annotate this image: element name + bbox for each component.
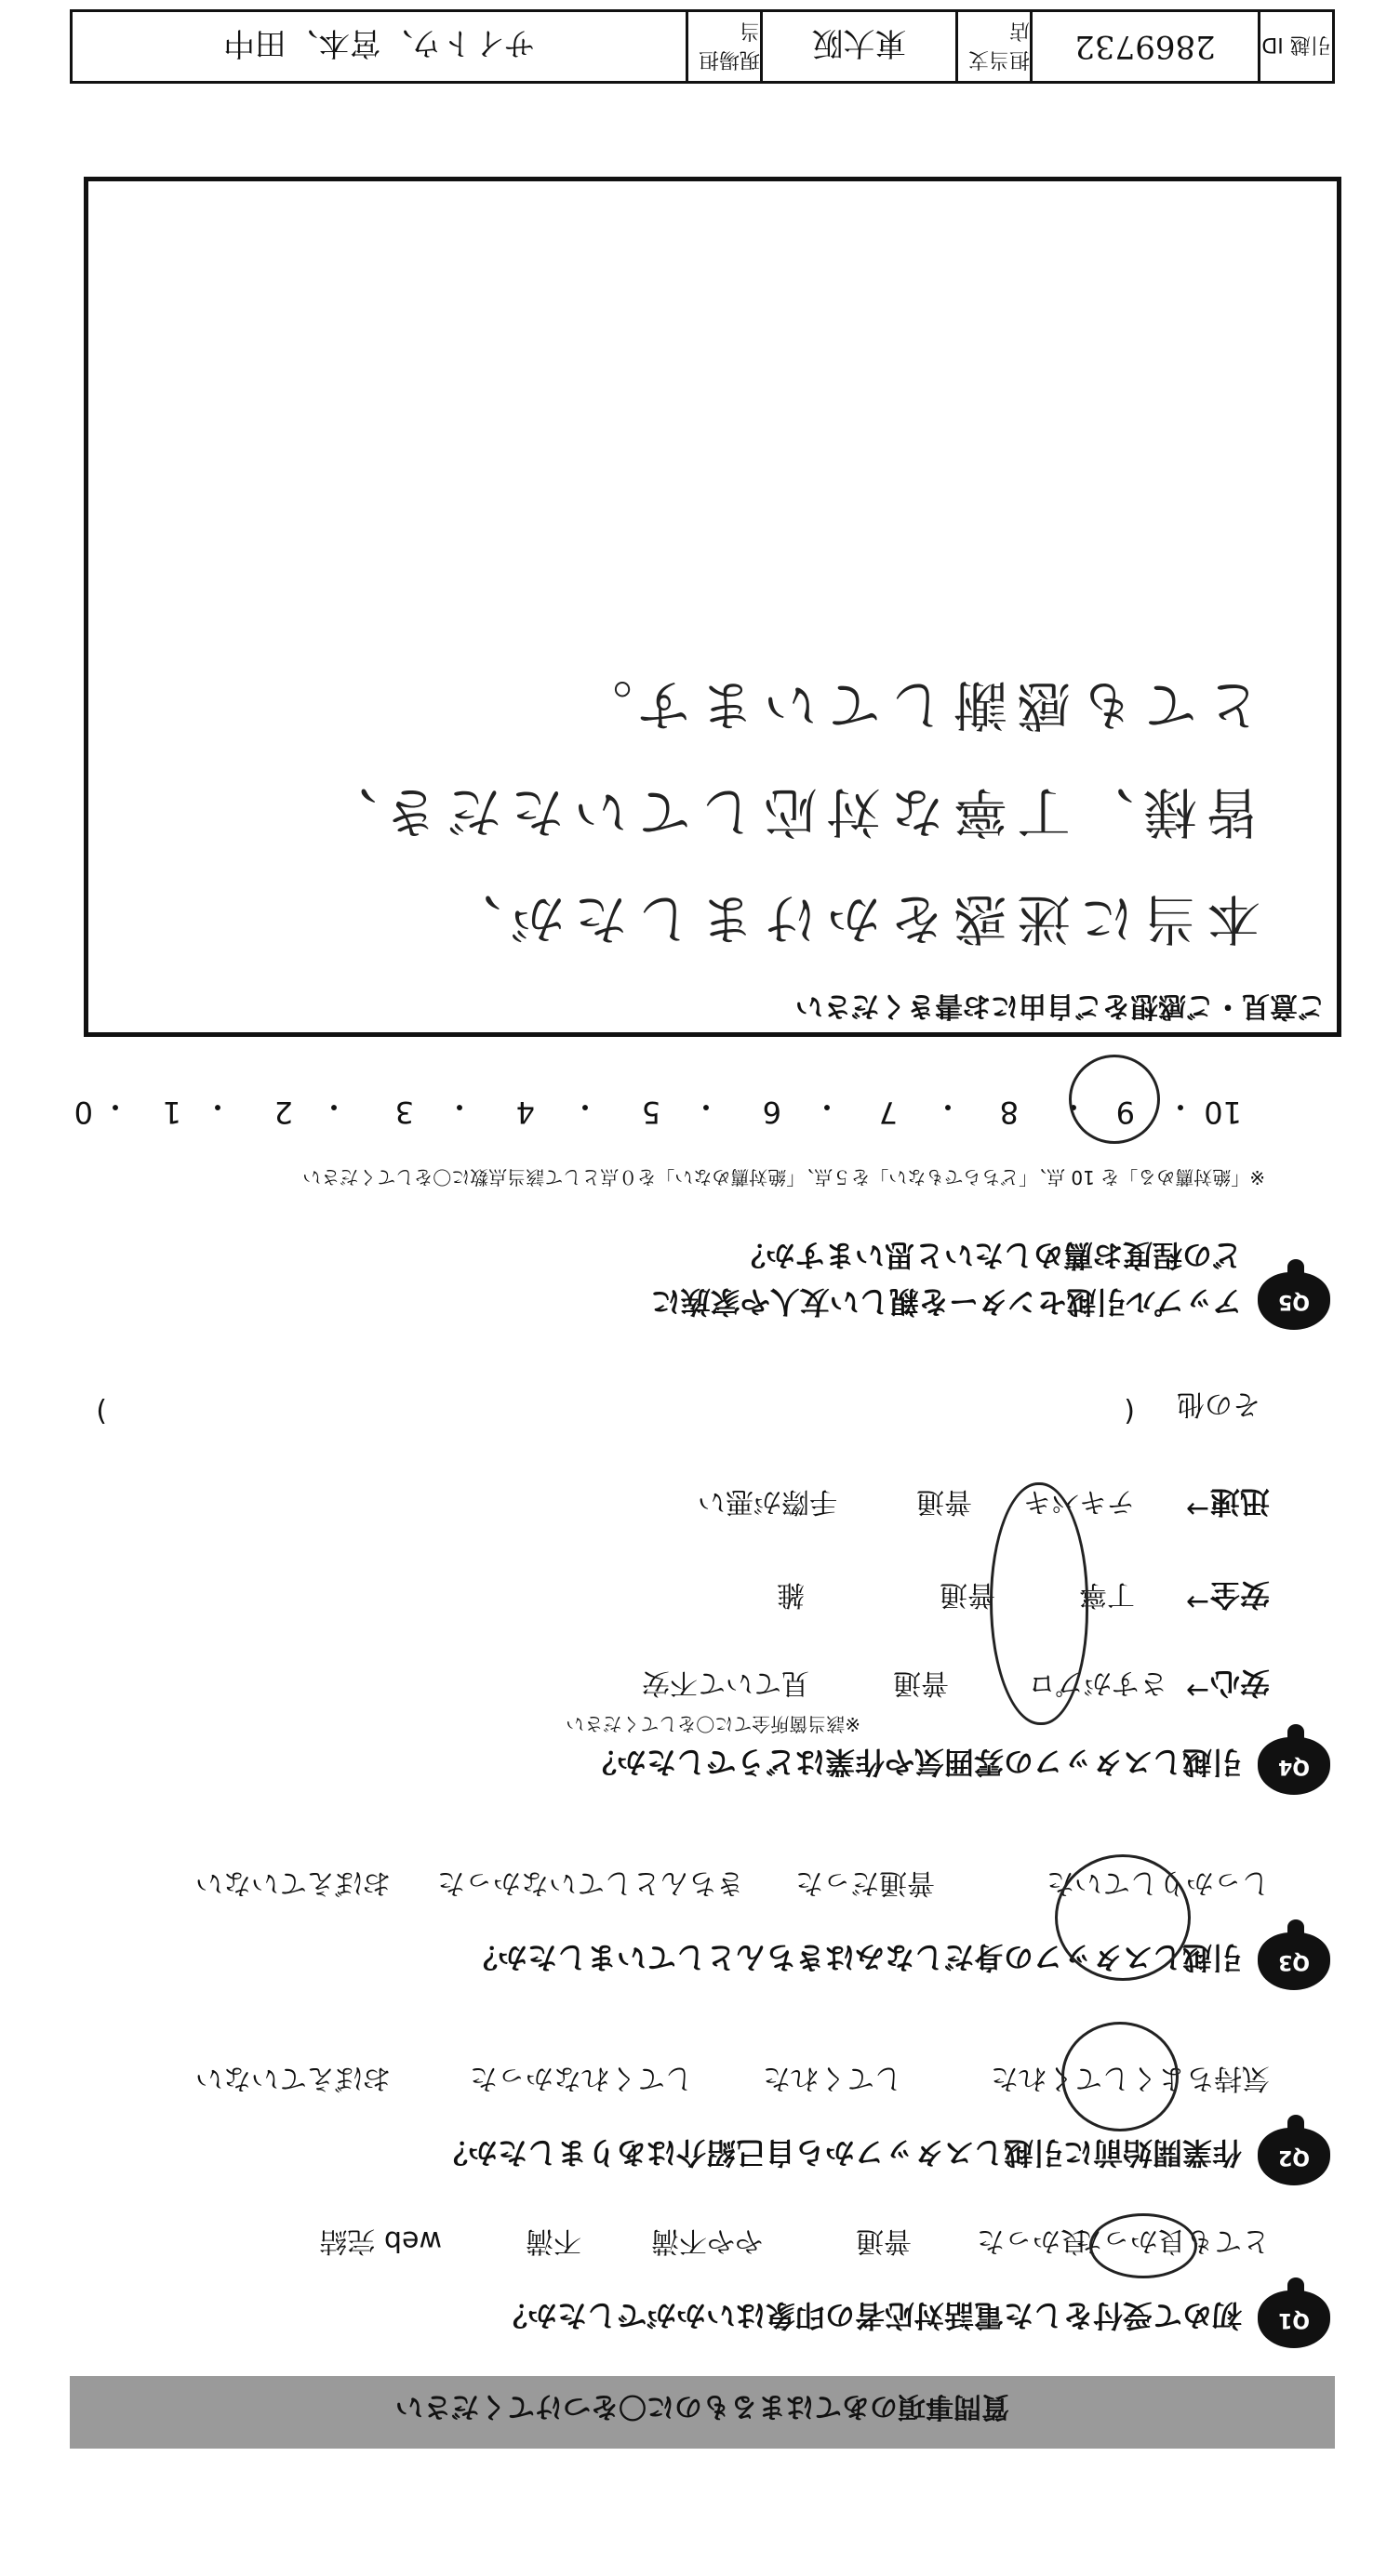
q5-score-3[interactable]: 3 — [394, 1095, 414, 1130]
branch-label: 担当支店 — [967, 19, 1030, 71]
q1-option-very-good[interactable]: とても良かった — [1074, 2224, 1270, 2257]
q5-score-6[interactable]: 6 — [762, 1095, 781, 1130]
q4-row-label-relief: 安心 — [1209, 1666, 1270, 1701]
move-id-label: 引越 ID — [1261, 33, 1331, 57]
q5-score-8[interactable]: 8 — [999, 1095, 1019, 1130]
branch-value: 東大阪 — [811, 24, 907, 62]
branch-value-cell — [760, 12, 955, 81]
q1-option-web[interactable]: web 完結 — [319, 2224, 442, 2257]
q5-scale: 10 ・ 9 ・ 8 ・ 7 ・ 6 ・ 5 ・ 4 ・ 3 ・ 2 ・ 1 ・ 0 — [73, 1089, 1242, 1130]
move-id-value-cell — [1030, 12, 1258, 81]
q1-option-normal[interactable]: 普通 — [856, 2224, 912, 2257]
staff-value: サイトウ、宮本、田中 — [223, 24, 535, 62]
q4-other-label: その他 — [1177, 1388, 1260, 1420]
arrow-icon: → — [1185, 1586, 1209, 1618]
q5-score-2[interactable]: 2 — [273, 1095, 293, 1130]
q1-question: 初めて受付をした電話対応者の印象はいかがでしたか？ — [497, 2298, 1242, 2333]
q4-relief-option-pro[interactable]: さすがプロ — [1028, 1666, 1167, 1699]
comment-line-3: とても感謝しています。 — [568, 673, 1260, 737]
q5-note: ※「絶対薦める」を 10 点、「どちらでもない」を５点、「絶対薦めない」を０点として該当点数に〇をしてください — [302, 1166, 1265, 1188]
q1-option-slightly-dissatisfied[interactable]: やや不満 — [651, 2224, 763, 2257]
q2-selection-circle — [1061, 2022, 1179, 2131]
q4-note: ※該当箇所全てに〇をしてください — [566, 1713, 860, 1735]
q3-option-dont-remember[interactable]: おぼえていない — [195, 1866, 391, 1899]
q4-question: 引越しスタッフの雰囲気や作業はどうでしたか？ — [586, 1745, 1242, 1780]
q4-safety-option-rough[interactable]: 雑 — [777, 1578, 805, 1611]
q5-badge: Q5 — [1258, 1272, 1330, 1330]
q4-safety-option-normal[interactable]: 普通 — [940, 1578, 995, 1611]
q3-option-neat[interactable]: しっかりしていた — [1047, 1866, 1270, 1899]
q4-selection-circles — [990, 1482, 1088, 1725]
comment-heading: ご意見・ご感想をご自由にお書きください — [795, 989, 1326, 1022]
q1-badge: Q1 — [1258, 2291, 1330, 2348]
q3-selection-circle — [1055, 1854, 1191, 1981]
q5-score-5[interactable]: 5 — [641, 1095, 660, 1130]
q3-question: 引越しスタッフの身だしなみはきちんとしていましたか？ — [467, 1940, 1242, 1975]
q4-speed-option-normal[interactable]: 普通 — [916, 1485, 972, 1518]
q4-speed-option-brisk[interactable]: テキパキ — [1023, 1485, 1135, 1518]
comment-line-1: 本当に迷惑をかけましたが、 — [437, 887, 1260, 950]
instruction-text: 質問事項のあてはまるものに〇をつけてください — [395, 2390, 1009, 2423]
q3-option-normal[interactable]: 普通だった — [795, 1866, 935, 1899]
q4-other-open-paren: ( — [1124, 1395, 1135, 1427]
q5-score-9[interactable]: 9 — [1115, 1095, 1135, 1130]
q5-score-10[interactable]: 10 — [1204, 1095, 1242, 1130]
q1-option-good[interactable]: 良かった — [977, 2224, 1088, 2257]
q3-option-not-neat[interactable]: きちんとしていなかった — [437, 1866, 744, 1899]
q2-option-gladly[interactable]: 気持ちよくしてくれた — [991, 2062, 1270, 2094]
q4-relief-option-normal[interactable]: 普通 — [893, 1666, 949, 1699]
q4-row-label-speed: 迅速 — [1209, 1484, 1270, 1520]
q5-score-4[interactable]: 4 — [515, 1095, 535, 1130]
q2-option-did[interactable]: してくれた — [763, 2062, 902, 2094]
q4-other-close-paren: ) — [96, 1395, 107, 1427]
move-id-value: 2869732 — [1074, 28, 1216, 65]
q1-selection-circle — [1089, 2213, 1197, 2278]
arrow-icon: → — [1185, 1493, 1209, 1525]
q4-row-label-safety: 安全 — [1209, 1577, 1270, 1613]
staff-label: 現場担当 — [698, 19, 760, 71]
q2-option-dont-remember[interactable]: おぼえていない — [195, 2062, 391, 2094]
arrow-icon: → — [1185, 1674, 1209, 1706]
q4-speed-option-clumsy[interactable]: 手際が悪い — [698, 1485, 837, 1518]
q5-score-1[interactable]: 1 — [162, 1095, 181, 1130]
q4-badge: Q4 — [1258, 1737, 1330, 1795]
q5-question-line2: どの程度お薦めしたいと思いますか？ — [735, 1238, 1242, 1273]
branch-label-cell — [955, 12, 1030, 81]
move-id-label-cell — [1258, 12, 1332, 81]
q5-score-7[interactable]: 7 — [878, 1095, 898, 1130]
q2-question: 作業開始前に引越しスタッフから自己紹介はありましたか？ — [437, 2135, 1242, 2171]
comment-line-2: 皆様、丁寧な対応していただき、 — [313, 780, 1260, 843]
instruction-bar — [70, 2376, 1335, 2449]
q2-option-did-not[interactable]: してくれなかった — [470, 2062, 693, 2094]
q2-badge: Q2 — [1258, 2128, 1330, 2185]
q4-relief-option-anxious[interactable]: 見ていて不安 — [642, 1666, 809, 1699]
q1-option-dissatisfied[interactable]: 不満 — [526, 2224, 581, 2257]
q4-safety-option-careful[interactable]: 丁寧 — [1079, 1578, 1135, 1611]
staff-value-cell — [73, 12, 686, 81]
q5-score-0[interactable]: 0 — [73, 1095, 93, 1130]
q5-selection-circle — [1069, 1055, 1160, 1144]
staff-label-cell — [686, 12, 760, 81]
q3-badge: Q3 — [1258, 1932, 1330, 1990]
footer-table — [70, 9, 1335, 84]
q5-question-line1: アップル引越センターを親しい友人や家族に — [650, 1284, 1242, 1320]
